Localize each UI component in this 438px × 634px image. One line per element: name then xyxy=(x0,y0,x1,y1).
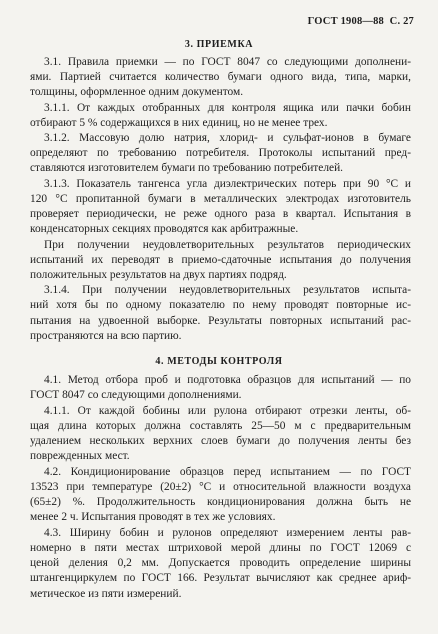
text-line: 4.1.1. От каждой бобины или рулона отбирают отрезки ленты, об- xyxy=(44,405,411,417)
text-line: конденсаторных секциях проводятся как арбитражные. xyxy=(30,223,299,235)
text-line: определяют по требованию потребителя. Протоколы испытаний пред- xyxy=(30,147,411,159)
text-line: 4.1. Метод отбора проб и подготовка образцов для испытаний — по xyxy=(44,374,411,386)
text-line: 4.3. Ширину бобин и рулонов определяют измерением ленты рав- xyxy=(44,527,411,539)
text-line: 3.1.1. От каждых отобранных для контроля ящика или пачки бобин xyxy=(44,102,411,114)
text-line: 13523 при температуре (20±2) °С и относительной влажности воздуха xyxy=(30,481,411,493)
text-line: номерно в пяти местах штриховой мерой длины по ГОСТ 12069 с xyxy=(30,542,411,554)
text-line: менее 2 ч. Испытания проводят в тех же условиях. xyxy=(30,511,276,523)
text-line: пытания на удвоенной выборке. Результаты повторных испытаний рас- xyxy=(30,315,411,327)
text-line: поврежденных мест. xyxy=(30,450,130,462)
text-line: 3.1. Правила приемки — по ГОСТ 8047 со следующими дополнени- xyxy=(44,56,411,68)
text-line: 4.2. Кондиционирование образцов перед испытанием — по ГОСТ xyxy=(44,466,411,478)
text-line: 3.1.3. Показатель тангенса угла диэлектрических потерь при 90 °С и xyxy=(44,178,411,190)
text-line: испытаний их переводят в приемо-сдаточные испытания до получения xyxy=(30,254,411,266)
text-line: щая длина которых должна составлять 25—50 м с предварительным xyxy=(30,420,411,432)
text-line: пространяются на всю партию. xyxy=(30,330,182,342)
text-line: ний хотя бы по одному показателю по нему проводят повторные ис- xyxy=(30,299,411,311)
section-4-title: 4. МЕТОДЫ КОНТРОЛЯ xyxy=(155,356,283,367)
text-line: При получении неудовлетворительных результатов периодических xyxy=(44,239,411,251)
text-line: 3.1.4. При получении неудовлетворительных результатов испыта- xyxy=(44,284,411,296)
text-line: 120 °С пропитанной бумаги в металлических электродах изготовитель xyxy=(30,193,411,205)
text-line: положительных результатов на двух партиях подряд. xyxy=(30,269,287,281)
text-line: ями. Партией считается количество бумаги одного вида, типа, марки, xyxy=(30,71,411,83)
text-line: метическое из пяти измерений. xyxy=(30,588,182,600)
text-line: удалением нескольких верхних слоев бумаги до получения ленты без xyxy=(30,435,411,447)
text-line: проверяет периодически, не реже одного раза в квартал. Испытания в xyxy=(30,208,411,220)
text-line: 3.1.2. Массовую долю натрия, хлорид- и сульфат-ионов в бумаге xyxy=(44,132,411,144)
text-line: толщины, оформленное одним документом. xyxy=(30,86,244,98)
text-line: ценой деления 0,2 мм. Допускается проводить определение ширины xyxy=(30,557,411,569)
text-line: (65±2) %. Продолжительность кондиционирования должна быть не xyxy=(30,496,411,508)
text-line: отбирают 5 % содержащихся в них единиц, но не менее трех. xyxy=(30,117,328,129)
text-line: ГОСТ 8047 со следующими дополнениями. xyxy=(30,389,242,401)
standard-number: ГОСТ 1908—88 xyxy=(307,16,384,27)
page-number: С. 27 xyxy=(389,16,414,27)
text-line: штангенциркулем по ГОСТ 166. Результат вычисляют как среднее ариф- xyxy=(30,572,411,584)
section-3-title: 3. ПРИЕМКА xyxy=(184,39,254,50)
text-line: ставляются изготовителем бумаги по требованию потребителей. xyxy=(30,162,344,174)
page-header xyxy=(308,16,414,27)
